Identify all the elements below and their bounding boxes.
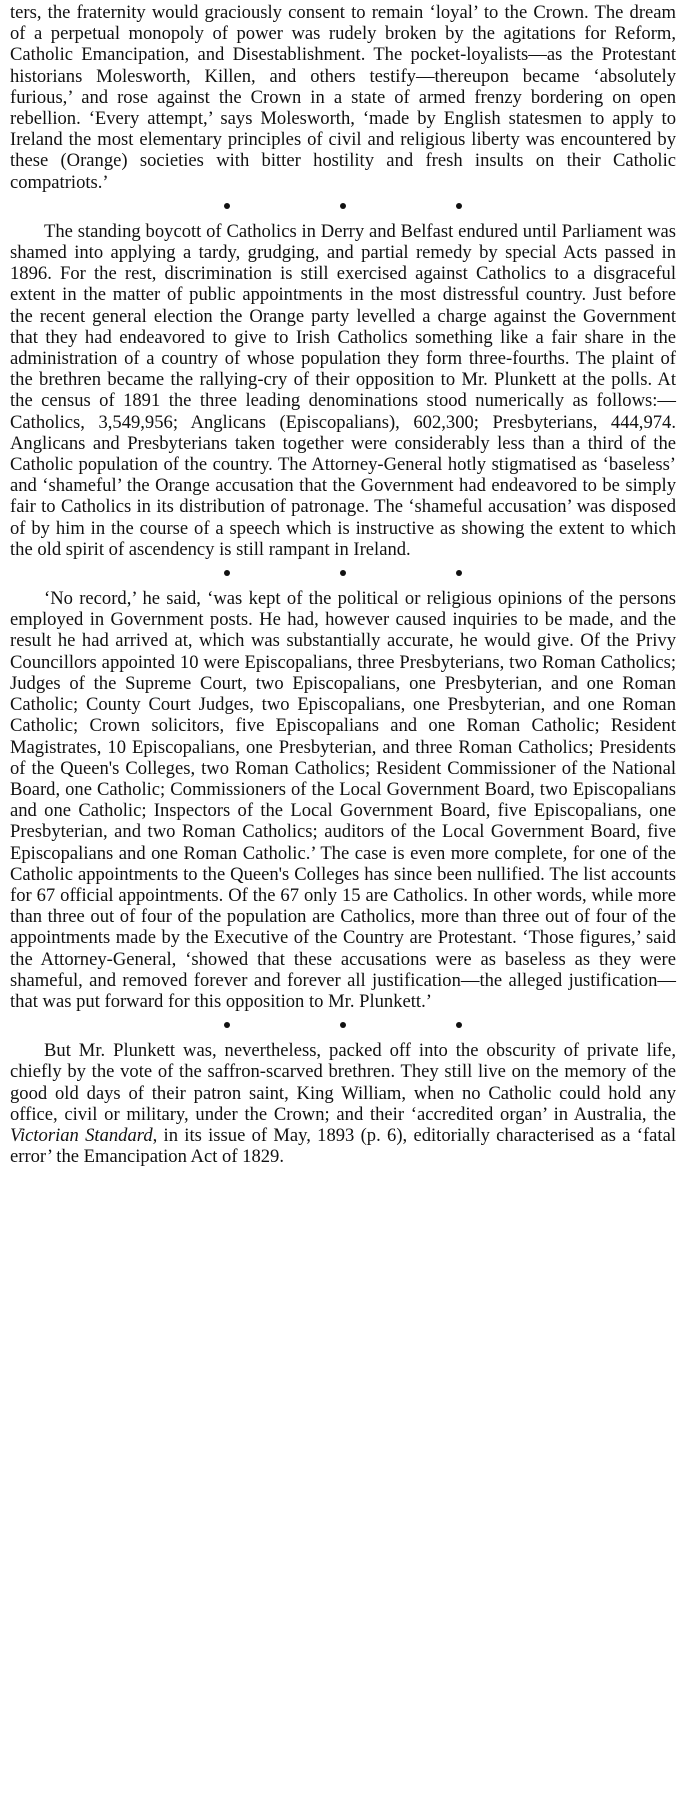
paragraph-1: ters, the fraternity would graciously consent to remain ‘loyal’ to the Crown. The dream of a perpetual monopoly of power was rudely broken by the agitations for Reform, Catholic Emancipation, and Disestablishment. The pocket-loyalists—as the Protestant historians Molesworth, Killen, and others testify—thereupon became ‘absolutely furious,’ and rose against the Crown in a state of armed frenzy bordering on open rebellion. ‘Every attempt,’ says Molesworth, ‘made by English statesmen to apply to Ireland the most elementary principles of civil and religious liberty was encountered by these (Orange) societies with bitter hostility and fresh insults on their Catholic compatriots.’ [10,2,676,193]
separator-dot [224,1022,230,1028]
separator-dot [340,570,346,576]
separator-dot [456,570,462,576]
paragraph-2: The standing boycott of Catholics in Derry and Belfast endured until Parliament was shamed into applying a tardy, grudging, and partial remedy by special Acts passed in 1896. For the rest, discrimination is still exercised against Catholics to a disgraceful extent in the matter of public appointments in the most distressful country. Just before the recent general election the Orange party levelled a charge against the Government that they had endeavored to give to Irish Catholics something like a fair share in the administration of a country of whose population they form three-fourths. The plaint of the brethren became the rallying-cry of their opposition to Mr. Plunkett at the polls. At the census of 1891 the three leading denominations stood numerically as follows:—Catholics, 3,549,956; Anglicans (Episcopalians), 602,300; Presbyterians, 444,974. Anglicans and Presbyterians taken together were considerably less than a third of the Catholic population of the country. The Attorney-General hotly stigmatised as ‘baseless’ and ‘shameful’ the Orange accusation that the Government had endeavored to be simply fair to Catholics in its distribution of patronage. The ‘shameful accusation’ was disposed of by him in the course of a speech which is instructive as showing the extent to which the old spirit of ascendency is still rampant in Ireland. [10,220,676,560]
document-page [10,2,676,1167]
separator-dot [340,203,346,209]
separator-dot [224,570,230,576]
publication-title: Victorian Standard [10,1124,153,1146]
separator-dot [340,1022,346,1028]
separator-dot [224,203,230,209]
paragraph-3: ‘No record,’ he said, ‘was kept of the political or religious opinions of the persons employed in Government posts. He had, however caused inquiries to be made, and the result he had arrived at, which was substantially accurate, he would give. Of the Privy Councillors appointed 10 were Episcopalians, three Presbyterians, two Roman Catholics; Judges of the Supreme Court, two Episcopalians, one Presbyterian, and one Roman Catholic; County Court Judges, two Episcopalians, one Presbyterian, and one Roman Catholic; Crown solicitors, five Episcopalians and one Roman Catholic; Resident Magistrates, 10 Episcopalians, one Presbyterian, and three Roman Catholics; Presidents of the Queen's Colleges, two Roman Catholics; Resident Commissioner of the National Board, one Catholic; Commissioners of the Local Government Board, two Episcopalians and one Catholic; Inspectors of the Local Government Board, five Episcopalians, one Presbyterian, and two Roman Catholics; auditors of the Local Government Board, five Episcopalians and one Roman Catholic.’ The case is even more complete, for one of the Catholic appointments to the Queen's Colleges has since been nullified. The list accounts for 67 official appointments. Of the 67 only 15 are Catholics. In other words, while more than three out of four of the population are Catholics, more than three out of four of the appointments made by the Executive of the Country are Protestant. ‘Those figures,’ said the Attorney-General, ‘showed that these accusations were as baseless as they were shameful, and removed forever and forever all justification—the alleged justification—that was put forward for this opposition to Mr. Plunkett.’ [10,588,676,1012]
paragraph-4-text-after: , in its issue of May, 1893 (p. 6), editorially characterised as a ‘fatal error’ the Emancipation Act of 1829. [10,1124,676,1168]
paragraph-4-text-before: But Mr. Plunkett was, nevertheless, packed off into the obscurity of private life, chiefly by the vote of the saffron-scarved brethren. They still live on the memory of the good old days of their patron saint, King William, when no Catholic could hold any office, civil or military, under the Crown; and their ‘accredited organ’ in Australia, the [10,1040,676,1125]
section-separator-2 [10,564,676,582]
paragraph-4 [10,1040,676,1167]
separator-dot [456,1022,462,1028]
separator-dot [456,203,462,209]
section-separator-3 [10,1016,676,1034]
section-separator-1 [10,197,676,215]
